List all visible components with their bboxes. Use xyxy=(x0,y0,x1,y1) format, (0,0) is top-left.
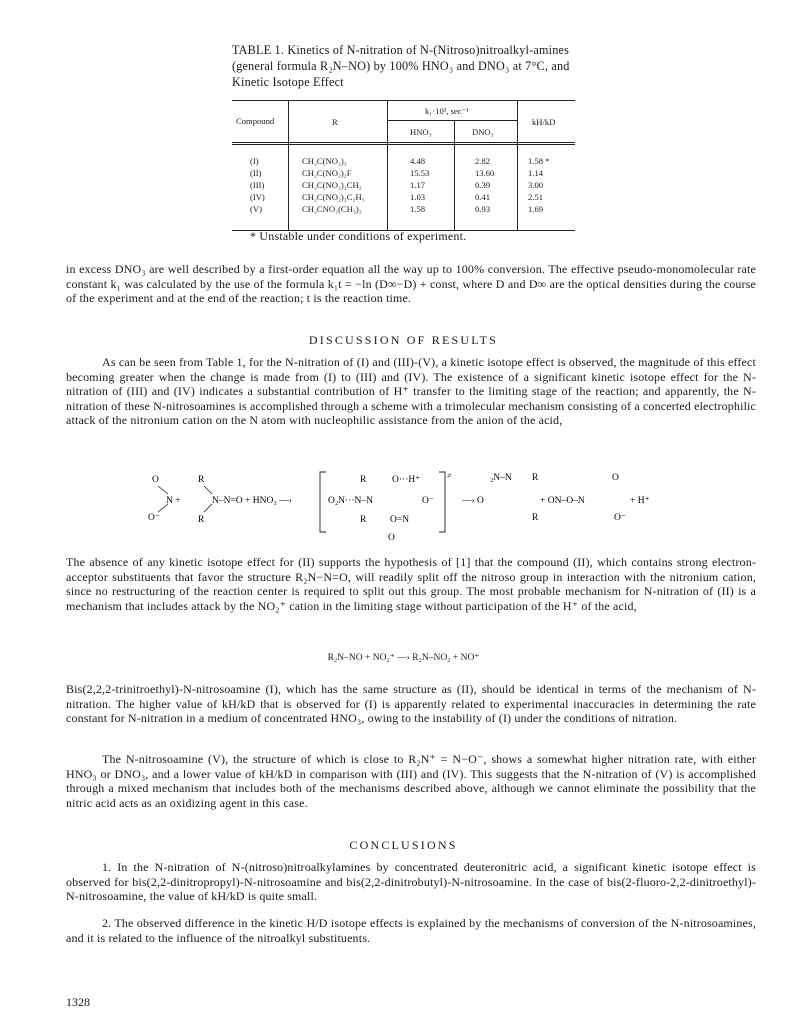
header-dno3: DNO₃ xyxy=(472,127,494,137)
conclusion-1-text: 1. In the N-nitration of N-(nitroso)nitroalkylamines by concentrated deuteronitric acid, a significant kinetic isotope effect is observed for bis(2,2-dinitropropyl)-N-nitrosoamine and bis(2,2-dinitrobutyl)-N-nitrosoamine. In the case of bis(2-fluoro-2,2-dinitroethyl)-N-nitrosoamine, the value of kH/kD is quite small. xyxy=(66,860,756,904)
table-caption: TABLE 1. Kinetics of N-nitration of N-(Nitroso)nitroalkyl-amines (general formula R₂N–NO) by 100% HNO₃ and DNO₃ at 7°C, and Kinetic Isotope Effect xyxy=(232,43,570,89)
scheme-ts-ominus: O⁻ xyxy=(422,496,434,506)
scheme-prod-r-bottom: R xyxy=(532,513,539,523)
page-number: 1328 xyxy=(66,995,90,1009)
table-cell-dno3: 0.93 xyxy=(475,204,491,214)
table-cell-dno3: 13.60 xyxy=(475,168,495,178)
paragraph-compound-i xyxy=(66,682,756,726)
table-cell-ratio: 1.58 * xyxy=(528,156,550,166)
conclusion-1 xyxy=(66,860,756,904)
scheme-left-ominus: O⁻ xyxy=(148,513,160,523)
table-cell-ratio: 1.14 xyxy=(528,168,544,178)
scheme-prod-h: + H⁺ xyxy=(630,496,650,506)
paragraph-discussion-text: As can be seen from Table 1, for the N-nitration of (I) and (III)-(V), a kinetic isotope effect is observed, the magnitude of this effect becoming greater when the change is made from (I) to (III) and (IV). The existence of a significant kinetic isotope effect for the N-nitration of (III) and (IV) indicates a substantial contribution of H⁺ transfer to the limiting stage of the reaction; and apparently, the N-nitration of these N-nitrosoamines is accomplished through a scheme with a trimolecular mechanism consisting of a concerted electrophilic attack of the nitronium cation on the N atom with nucleophilic assistance from the anion of the acid, xyxy=(66,355,757,428)
scheme-r-bottom: R xyxy=(198,515,205,525)
table-header-rule xyxy=(232,142,575,143)
header-hno3: HNO₃ xyxy=(410,127,432,137)
header-ratio: kH/kD xyxy=(532,117,556,127)
table-vline-3 xyxy=(454,120,455,230)
table-cell-compound: (II) xyxy=(250,168,262,178)
header-compound: Compound xyxy=(236,116,275,126)
table-top-rule xyxy=(232,100,575,101)
table-footnote: * Unstable under conditions of experiment. xyxy=(250,229,467,243)
table-cell-compound: (I) xyxy=(250,156,259,166)
header-rate-group: k₁·10³, sec⁻¹ xyxy=(425,106,469,116)
table-vline-1 xyxy=(288,100,289,230)
paragraph-compound-v-text: The N-nitrosoamine (V), the structure of which is close to R₂N⁺ = N−O⁻, shows a somewhat higher nitration rate, with either HNO₃ or DNO₃, and a lower value of kH/kD in comparison with (III) and (IV). This suggests that the N-nitration of (V) is accomplished through a mixed mechanism that includes both of the mechanisms described above, although we cannot eliminate the possibility that the nitric acid acts as an oxidizing agent in this case. xyxy=(66,752,756,810)
table-cell-r: CH₂CNO₂(CH₃)₂ xyxy=(302,204,362,214)
table-cell-r: CH₂C(NO₂)₂F xyxy=(302,168,352,178)
table-cell-ratio: 2.51 xyxy=(528,192,544,202)
scheme-n-plus: N + xyxy=(166,496,181,506)
scheme-prod-n: ₂N–N xyxy=(490,473,512,483)
table-vline-2 xyxy=(387,100,388,230)
scheme-reactant-chain: N–N=O + HNO₃ —› xyxy=(212,496,292,506)
reaction-scheme xyxy=(140,470,680,550)
paragraph-compound-i-text: Bis(2,2,2-trinitroethyl)-N-nitrosoamine (I), which has the same structure as (II), should be identical in terms of the mechanism of N-nitration. The higher value of kH/kD that is observed for (I) is apparently related to experimental inaccuracies in determining the rate constant for N-nitration in a medium of concentrated HNO₃, owing to the instability of (I) under the conditions of nitration. xyxy=(66,682,756,726)
paragraph-compound-ii-text: The absence of any kinetic isotope effect for (II) supports the hypothesis of [1] that the compound (II), which contains strong electron-acceptor substituents that favor the structure R₂N−N=O, will readily split off the nitroso group in interaction with the nitronium cation, since no restructuring of the reaction center is required to split out this group. The most probable mechanism for N-nitration of (II) is a mechanism that includes attack by the NO₂⁺ cation in the limiting stage without participation of the H⁺ of the acid, xyxy=(66,555,756,613)
table-cell-hno3: 15.53 xyxy=(410,168,430,178)
table-cell-dno3: 0.39 xyxy=(475,180,491,190)
heading-discussion: DISCUSSION OF RESULTS xyxy=(308,333,499,347)
scheme-left-o: O xyxy=(152,475,159,485)
table-cell-hno3: 1.58 xyxy=(410,204,426,214)
scheme-prod-o-minus: O⁻ xyxy=(614,513,626,523)
paragraph-compound-ii xyxy=(66,555,756,613)
table-cell-r: CH₂C(NO₂)₂CH₃ xyxy=(302,180,362,190)
table-vline-4 xyxy=(517,100,518,230)
table-cell-hno3: 1.17 xyxy=(410,180,426,190)
header-r: R xyxy=(332,117,338,127)
scheme-ts-r-bottom: R xyxy=(360,515,367,525)
conclusion-2-text: 2. The observed difference in the kinetic H/D isotope effects is explained by the mechanisms of conversion of the N-nitrosoamines, and it is related to the influence of the nitroalkyl substituents. xyxy=(66,916,756,945)
table-cell-r: CH₂C(NO₂)₃ xyxy=(302,156,347,166)
table-cell-hno3: 1.03 xyxy=(410,192,426,202)
table-cell-r: CH₂C(NO₂)₂C₂H₅ xyxy=(302,192,365,202)
paragraph-discussion xyxy=(66,355,756,428)
scheme-prod-chain: + ON–O–N xyxy=(540,496,585,506)
table-subheader-rule xyxy=(387,120,517,121)
scheme-ts-o-bottom: O xyxy=(388,533,395,543)
paragraph-intro xyxy=(66,262,756,306)
paragraph-compound-v xyxy=(66,752,756,810)
scheme-prod-r-top: R xyxy=(532,473,539,483)
scheme-ts-core: O₂N···N–N xyxy=(328,496,373,506)
paragraph-intro-text: in excess DNO₃ are well described by a first-order equation all the way up to 100% conversion. The effective pseudo-monomolecular rate constant k₁ was calculated by the use of the formula k₁t = −ln (D∞−D) + const, where D and D∞ are the optical densities during the course of the experiment and at the end of the reaction; t is the reaction time. xyxy=(66,262,756,306)
scheme-prod-o-top: O xyxy=(612,473,619,483)
table-cell-dno3: 2.82 xyxy=(475,156,491,166)
scheme-ts-r-top: R xyxy=(360,475,367,485)
table-cell-compound: (III) xyxy=(250,180,265,190)
table-cell-hno3: 4.48 xyxy=(410,156,426,166)
scheme-r-top: R xyxy=(198,475,205,485)
scheme-ts-oh: O···H⁺ xyxy=(392,475,421,485)
table-header-rule-2 xyxy=(232,144,575,145)
table-cell-compound: (V) xyxy=(250,204,262,214)
heading-conclusions: CONCLUSIONS xyxy=(349,838,458,852)
conclusion-2 xyxy=(66,916,756,945)
scheme-arrow: —› O xyxy=(462,496,484,506)
table-cell-compound: (IV) xyxy=(250,192,265,202)
table-cell-dno3: 0.41 xyxy=(475,192,491,202)
table-cell-ratio: 3.00 xyxy=(528,180,544,190)
equation-no2: R₂N–NO + NO₂⁺ —› R₂N–NO₂ + NO⁺ xyxy=(327,653,480,663)
scheme-ddagger: ≠ xyxy=(447,471,452,480)
kinetics-table xyxy=(232,100,575,230)
scheme-ts-onn: O=N xyxy=(390,515,410,525)
table-cell-ratio: 1.69 xyxy=(528,204,544,214)
